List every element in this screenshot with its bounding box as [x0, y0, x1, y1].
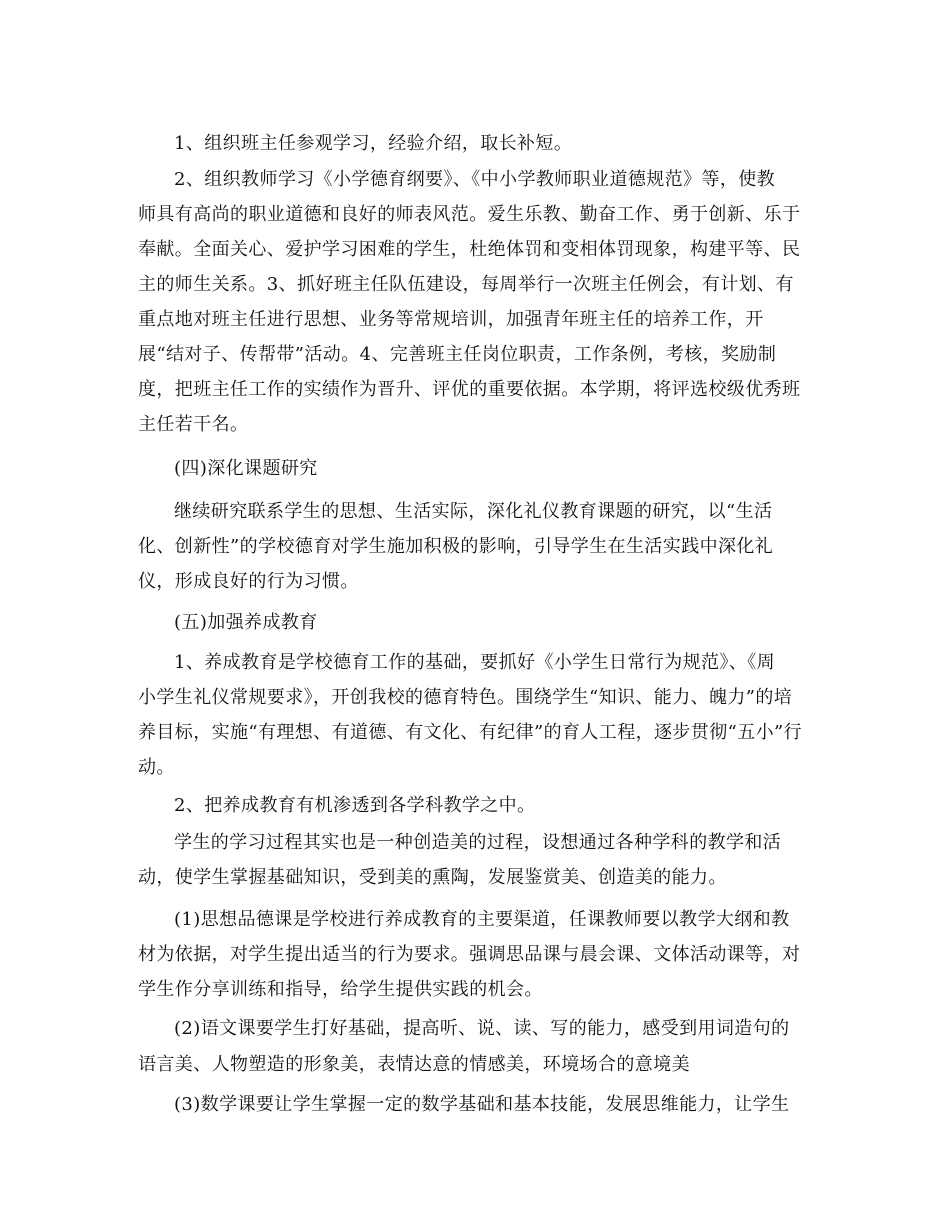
section-heading: (四)深化课题研究: [174, 458, 318, 479]
text-line: 学生的学习过程其实也是一种创造美的过程，设想通过各种学科的教学和活: [174, 832, 782, 853]
text-line: (3)数学课要让学生掌握一定的数学基础和基本技能，发展思维能力，让学生: [174, 1094, 790, 1115]
text-line: 学生作分享训练和指导，给学生提供实践的机会。: [138, 979, 543, 1000]
text-line: 化、创新性”的学校德育对学生施加积极的影响，引导学生在生活实践中深化礼: [138, 536, 774, 557]
text-line: 奉献。全面关心、爱护学习困难的学生，杜绝体罚和变相体罚现象，构建平等、民: [138, 239, 801, 260]
text-line: 1、组织班主任参观学习，经验介绍，取长补短。: [174, 133, 573, 154]
text-line: 师具有高尚的职业道德和良好的师表风范。爱生乐教、勤奋工作、勇于创新、乐于: [138, 204, 801, 225]
section-heading: (五)加强养成教育: [174, 612, 318, 633]
text-line: 材为依据，对学生提出适当的行为要求。强调思品课与晨会课、文体活动课等，对: [138, 944, 801, 965]
text-line: (2)语文课要学生打好基础，提高听、说、读、写的能力，感受到用词造句的: [174, 1018, 790, 1039]
text-line: 小学生礼仪常规要求》，开创我校的德育特色。围绕学生“知识、能力、魄力”的培: [138, 687, 793, 708]
text-line: 度，把班主任工作的实绩作为晋升、评优的重要依据。本学期，将评选校级优秀班: [138, 379, 801, 400]
text-line: 2、组织教师学习《小学德育纲要》、《中小学教师职业道德规范》等，使教: [174, 169, 776, 190]
text-line: 动，使学生掌握基础知识，受到美的熏陶，发展鉴赏美、创造美的能力。: [138, 867, 727, 888]
text-line: 主任若干名。: [138, 414, 249, 435]
text-line: 主的师生关系。3、抓好班主任队伍建设，每周举行一次班主任例会，有计划、有: [138, 274, 794, 295]
text-line: 仪，形成良好的行为习惯。: [138, 571, 359, 592]
text-line: 语言美、人物塑造的形象美，表情达意的情感美，环境场合的意境美: [138, 1054, 690, 1075]
text-line: 养目标，实施“有理想、有道德、有文化、有纪律”的育人工程，逐步贯彻“五小”行: [138, 722, 803, 743]
text-line: 2、把养成教育有机渗透到各学科教学之中。: [174, 795, 536, 816]
text-line: 动。: [138, 757, 175, 778]
text-line: 1、养成教育是学校德育工作的基础，要抓好《小学生日常行为规范》、《周: [174, 652, 776, 673]
text-line: (1)思想品德课是学校进行养成教育的主要渠道，任课教师要以教学大纲和教: [174, 909, 790, 930]
text-line: 展“结对子、传帮带”活动。4、完善班主任岗位职责，工作条例，考核，奖励制: [138, 344, 777, 365]
text-line: 重点地对班主任进行思想、业务等常规培训，加强青年班主任的培养工作，开: [138, 309, 764, 330]
text-line: 继续研究联系学生的思想、生活实际，深化礼仪教育课题的研究，以“生活: [174, 501, 773, 522]
